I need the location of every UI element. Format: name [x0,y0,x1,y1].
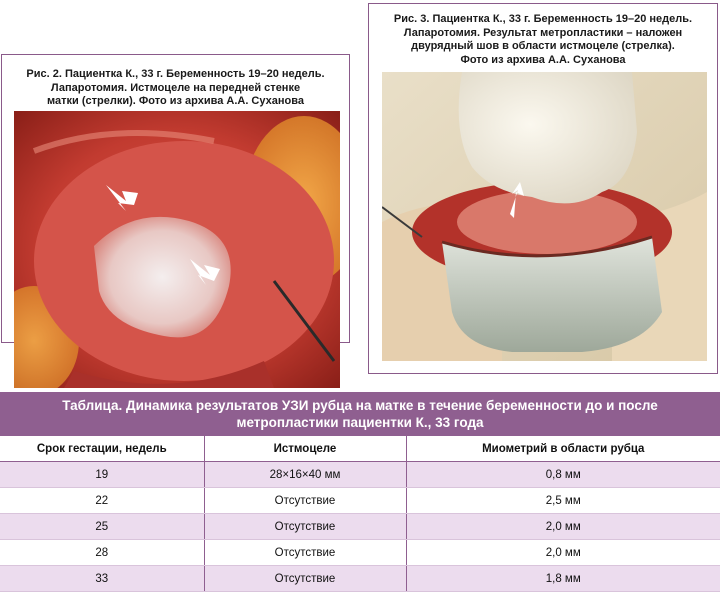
table-row [0,488,720,514]
figure-3-photo [382,72,707,361]
figure-2 [1,54,350,343]
cell-isthmocele: Отсутствие [204,514,406,540]
metroplasty-result-photo [382,72,707,361]
figure-3-caption [369,13,717,67]
header-row [0,436,720,462]
table-row [0,462,720,488]
table-title-line: Таблица. Динамика результатов УЗИ рубца на матке в течение беременности до и после [62,398,658,413]
data-table [0,436,720,592]
cell-myometrium: 1,8 мм [406,566,720,592]
results-table [0,392,720,605]
table-row [0,540,720,566]
cell-gestation: 25 [0,514,204,540]
table-row [0,566,720,592]
cell-myometrium: 2,5 мм [406,488,720,514]
caption-line: Рис. 3. Пациентка К., 33 г. Беременность 19–20 недель. [393,13,693,25]
cell-isthmocele: Отсутствие [204,566,406,592]
cell-isthmocele: 28×16×40 мм [204,462,406,488]
cell-myometrium: 0,8 мм [406,462,720,488]
laparotomy-isthmocele-photo [14,111,340,388]
table-title [0,392,720,436]
caption-line: Фото из архива А.А. Суханова [460,53,626,66]
cell-myometrium: 2,0 мм [406,540,720,566]
cell-gestation: 19 [0,462,204,488]
column-header-isthmocele: Истмоцеле [204,436,406,462]
table-row [0,514,720,540]
caption-line: Лапаротомия. Истмоцеле на передней стенке [50,81,301,94]
figure-2-caption [2,68,349,109]
caption-line: Лапаротомия. Результат метропластики – наложен [403,26,683,39]
cell-gestation: 28 [0,540,204,566]
figure-3 [368,3,718,374]
caption-line: Рис. 2. Пациентка К., 33 г. Беременность 19–20 недель. [26,68,325,80]
figure-2-photo [14,111,340,388]
caption-line: двурядный шов в области истмоцеле (стрелка). [411,40,675,52]
cell-isthmocele: Отсутствие [204,540,406,566]
cell-gestation: 33 [0,566,204,592]
caption-line: матки (стрелки). Фото из архива А.А. Суханова [47,95,304,107]
table-title-line: метропластики пациентки К., 33 года [236,415,484,430]
cell-gestation: 22 [0,488,204,514]
cell-myometrium: 2,0 мм [406,514,720,540]
cell-isthmocele: Отсутствие [204,488,406,514]
column-header-gestation: Срок гестации, недель [0,436,204,462]
column-header-myometrium: Миометрий в области рубца [406,436,720,462]
